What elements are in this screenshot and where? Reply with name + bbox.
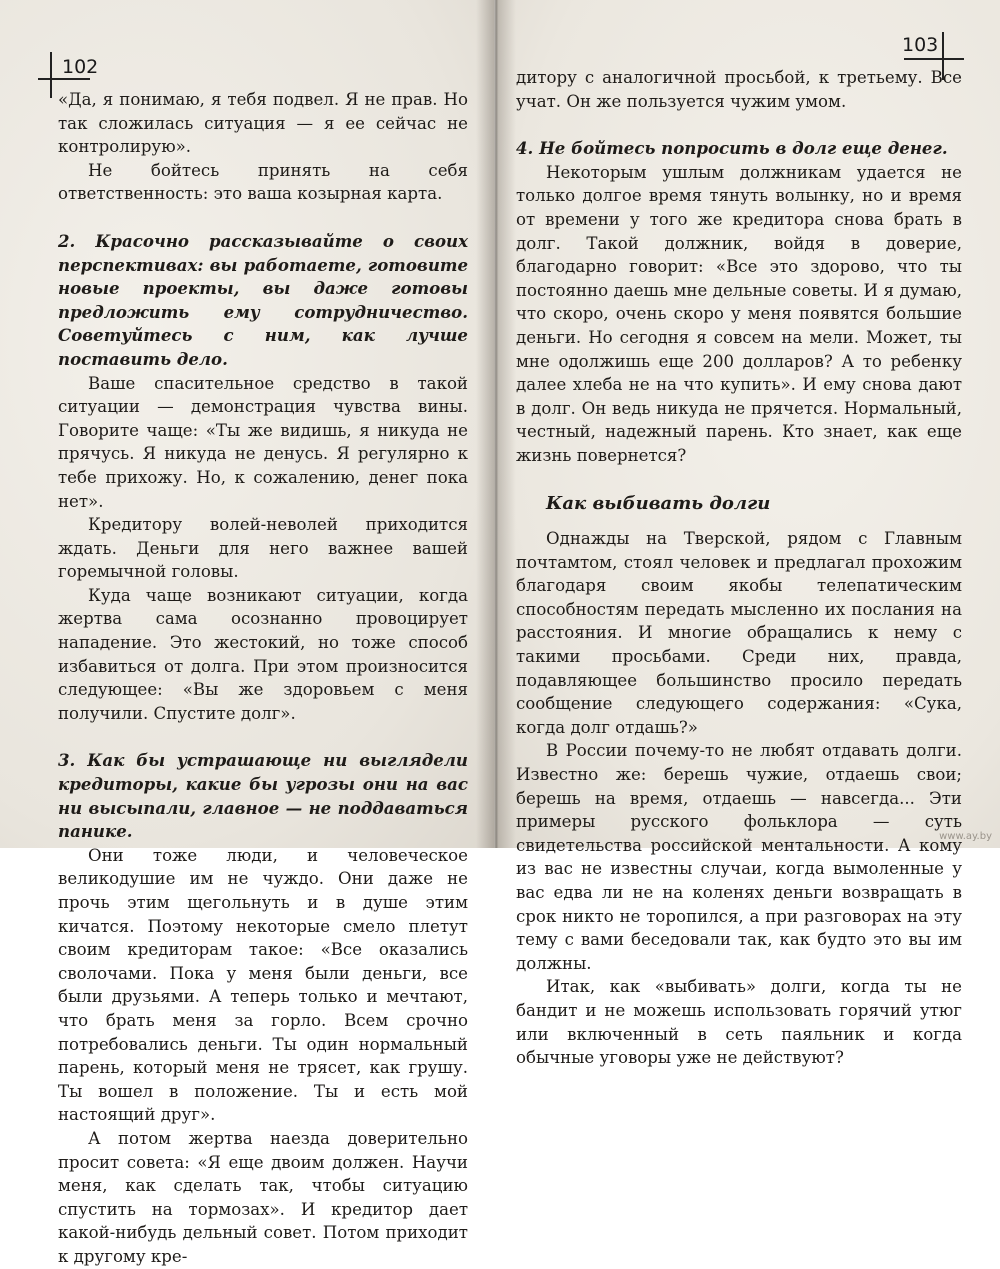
spacer [516,515,962,527]
section-heading: 2. Красочно рассказывайте о своих перспективах: вы работаете, готовите новые проекты, вы даже готовы предложить ему сотрудничество. Советуйтесь с ним, как лучше поставить дело. [58,230,468,369]
paragraph: Ваше спасительное средство в такой ситуации — демонстрация чувства вины. Говорите чаще: «Ты же видишь, я никуда не прячусь. Я никуда не денусь. Я регулярно к тебе прихожу. Но, к сожалению, денег пока нет». [58,373,468,511]
corner-mark-horizontal [904,58,964,60]
chapter-section-title: Как выбивать долги [546,492,771,514]
corner-mark-horizontal [38,78,90,80]
spacer [516,468,962,492]
spacer [58,725,468,749]
left-page [0,0,494,1266]
page-number-left: 102 [62,56,99,78]
paragraph: Они тоже люди, и человеческое великодушие им не чуждо. Они даже не прочь этим щегольнуть и в душе этим кичатся. Поэтому некоторые смело плетут своим кредиторам такое: «Все оказались сволочами. Пока у меня были деньги, все были друзьями. А теперь только и мечтают, что брать меня за горло. Всем срочно потребовались деньги. Ты один нормальный парень, который меня не трясет, как грушу. Ты вошел в положение. Ты и есть мой настоящий друг». [58,845,468,1125]
paragraph: Однажды на Тверской, рядом с Главным почтамтом, стоял человек и предлагал прохожим благодаря своим якобы телепатическим способностям передать мысленно их послания на расстояния. И многие обращались к нему с такими просьбами. Среди них, правда, подавляющее большинство просило передать сообщение следующего содержания: «Сука, когда долг отдашь?» [516,529,962,737]
paragraph: А потом жертва наезда доверительно просит совета: «Я еще двоим должен. Научи меня, как сделать так, чтобы ситуацию спустить на тормозах». И кредитор дает какой-нибудь дельный совет. Потом приходит к другому кре- [58,1128,468,1266]
corner-mark-vertical [50,52,52,98]
section-heading: 3. Как бы устрашающе ни выглядели кредиторы, какие бы угрозы они на вас ни высыпали, главное — не поддаваться панике. [58,750,468,842]
page-number-right: 103 [902,34,939,56]
spacer [516,113,962,137]
paragraph: дитору с аналогичной просьбой, к третьему. Все учат. Он же пользуется чужим умом. [516,68,962,111]
paragraph: Не бойтесь принять на себя ответственность: это ваша козырная карта. [58,160,468,204]
right-page [496,0,1000,1068]
paragraph: В России почему-то не любят отдавать долги. Известно же: берешь чужие, отдаешь свои; берешь на время, отдаешь — навсегда... Эти примеры русского фольклора — суть свидетельства российской ментальности. А кому из вас не известны случаи, когда вымоленные у вас едва ли не на коленях деньги возвращать в срок никто не торопился, а при разговорах на эту тему с вами беседовали так, как будто это вы им должны. [516,741,962,973]
paragraph: Итак, как «выбивать» долги, когда ты не бандит и не можешь использовать горячий утюг или включенный в сеть паяльник и когда обычные уговоры уже не действуют? [516,977,962,1068]
paragraph: Куда чаще возникают ситуации, когда жертва сама осознанно провоцирует нападение. Это жестокий, но тоже способ избавиться от долга. При этом произносится следующее: «Вы же здоровьем с меня получили. Спустите долг». [58,585,468,723]
right-page-body [516,66,962,1070]
paragraph: Кредитору волей-неволей приходится ждать. Деньги для него важнее вашей горемычной головы. [58,515,468,582]
spacer [58,206,468,230]
paragraph: Некоторым ушлым должникам удается не только долгое время тянуть волынку, но и время от времени у того же кредитора снова брать в долг. Такой должник, войдя в доверие, благодарно говорит: «Все это здорово, что ты постоянно даешь мне дельные советы. И я думаю, что скоро, очень скоро у меня появятся большие деньги. Но сегодня я совсем на мели. Может, ты мне одолжишь еще 200 долларов? А то ребенку далее хлеба не на что купить». И ему снова дают в долг. Он ведь никуда не прячется. Нормальный, честный, надежный парень. Кто знает, как еще жизнь повернется? [516,162,962,465]
section-heading: 4. Не бойтесь попросить в долг еще денег. [516,138,948,159]
paragraph: «Да, я понимаю, я тебя подвел. Я не прав. Но так сложилась ситуация — я ее сейчас не контролирую». [58,90,468,157]
watermark: www.ay.by [939,831,992,842]
left-page-body [58,88,468,1269]
